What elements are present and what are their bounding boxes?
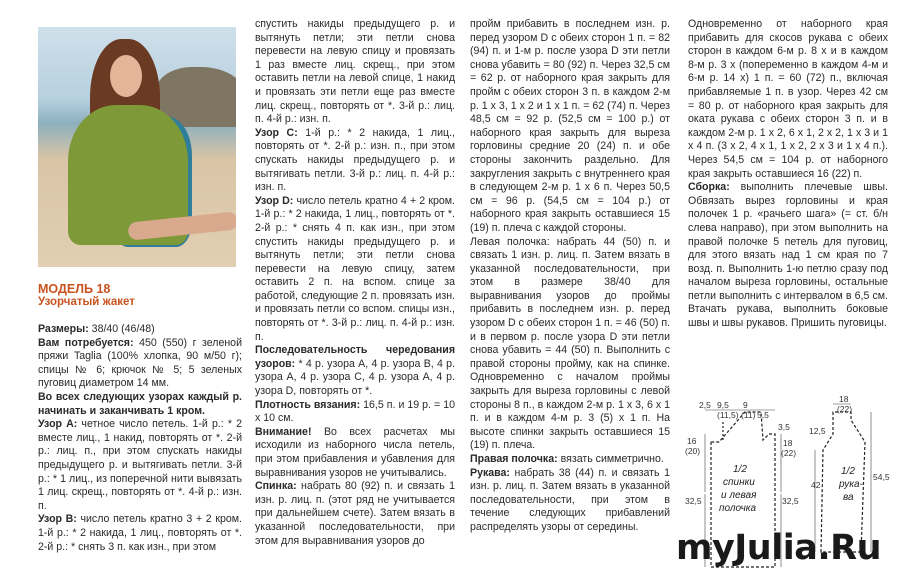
body-label-2: спинки — [723, 477, 755, 488]
sequence-paragraph — [255, 344, 455, 398]
site-watermark — [676, 528, 881, 568]
sleeve-label-3: ва — [843, 492, 854, 503]
sleeve-label-2: рука- — [839, 479, 863, 490]
dim-11: (11) — [741, 410, 756, 420]
col4-sleeves-continued: Одновременно от наборного края прибавить для скосов рукава с обеих сторон в каждом 6-м р. 8 х и в каждом 8-м р. 3 х (попеременно в каждом 4-м и 6-м р. 14 х) 1 п. = 60 (72) п., включая прибавляемые 1 п. в узор. Через 42 см = 80 р. от наборного края закрыть для оката рукава с обеих сторон 3 п. и в каждом 2-м р. 1 х 2, 6 х 1, 2 х 2, 1 х 3 и 1 х 4 п. (3 х 2, 4 х 1, 1 х 2, 2 х 3 и 1 х 4 п.). Через 54,5 см = 104 р. от наборного края закрыть оставшиеся 16 (22) п. — [688, 18, 888, 180]
uzor-a-paragraph — [38, 418, 242, 513]
uzor-a-label: Узор А: — [38, 418, 78, 431]
sleeve-dim-18: 18 — [839, 394, 849, 404]
sizes-paragraph — [38, 323, 242, 337]
sequence-label: Последовательность чередования узоров: — [255, 344, 455, 370]
uzor-a-text: четное число петель. 1-й р.: * 2 вместе лиц., 1 накид, повторять от *. 2-й р.: лиц. п., при этом спускать накиды предыдущего р. и вытягивать петли. 3-й р.: * 1 лиц., из поперечной нити вывязать 1 лиц. скрещ., повторять от *. 4-й р.: изн. п. — [38, 418, 242, 512]
uzor-c-text: 1-й р.: * 2 накида, 1 лиц., повторять от *. 2-й р.: изн. п., при этом спускать накиды предыдущего р. и вытягивать петли. 3-й р.: лиц. п. 4-й р.: изн. п. — [255, 126, 455, 194]
right-front-label: Правая полочка: — [470, 453, 558, 465]
all-patterns-text: Во всех следующих узорах каждый р. начинать и заканчивать 1 кром. — [38, 390, 242, 417]
sequence-text: * 4 р. узора А, 4 р. узора В, 4 р. узора А, 4 р. узора С, 4 р. узора А, 4 р. узора D, повторять от *. — [255, 357, 455, 398]
needed-label: Вам потребуется: — [38, 336, 134, 349]
all-patterns-note — [38, 391, 242, 418]
density-text: 16,5 п. и 19 р. = 10 х 10 см. — [255, 398, 455, 425]
uzor-c-label: Узор С: — [255, 126, 298, 139]
uzor-d-text: число петель кратно 4 + 2 кром. 1-й р.: * 2 накида, 1 лиц., повторять от *. 2-й р.: * снять 4 п. как изн., при этом спустить накиды предыдущего р. и вытянуть петли; эти петли снова перевести на левую спицу, затем оставить 2 п. на вспом. спице за работой, следующие 2 п. провязать изн. и провязать петли со вспом. спицы изн., повторять от *. 3-й р.: лиц. п. 4-й р.: изн. п. — [255, 194, 455, 343]
sizes-value: 38/40 (46/48) — [88, 323, 155, 335]
dim-32-5-left: 32,5 — [685, 496, 702, 506]
attention-paragraph — [255, 426, 455, 480]
density-label: Плотность вязания: — [255, 398, 361, 411]
uzor-b-text: число петель кратно 3 + 2 кром. 1-й р.: * 2 накида, 1 лиц., повторять от *. 2-й р.: * снять 3 п. как изн., при этом — [38, 513, 242, 553]
dim-5-5: 5,5 — [757, 410, 769, 420]
uzor-c-paragraph — [255, 127, 455, 195]
assembly-label: Сборка: — [688, 181, 730, 194]
sleeve-dim-54-5: 54,5 — [873, 472, 890, 482]
dim-9: 9 — [743, 400, 748, 410]
assembly-text: выполнить плечевые швы. Обвязать вырез горловины и края полочек 1 р. «рачьего шага» (= ст. б/н слева направо), при этом выполнить на правой полочке 5 петель для пуговиц, для этого вязать над 1 см края по 7 возд. п. Выполнить 1-ю петлю сразу под началом выреза горловины, остальные петли выполнить с интервалом в 6,5 см. Втачать рукава, выполнить боковые швы и швы рукавов. Пришить пуговицы. — [688, 181, 888, 330]
right-front-paragraph — [470, 453, 670, 467]
dim-11-5: (11,5) — [717, 410, 739, 420]
dim-22: (22) — [781, 448, 797, 458]
density-paragraph — [255, 399, 455, 426]
body-label-3: и левая — [721, 490, 757, 501]
sleeve-dim-22: (22) — [837, 404, 853, 414]
watermark-part-2: Ru — [830, 528, 882, 568]
attention-text: Во всех расчетах мы исходили из наборного числа петель, при этом прибавления и убавления для выравнивания узоров не учитывались. — [255, 425, 455, 479]
back-text: набрать 80 (92) п. и связать 1 изн. р. лиц. п. (этот ряд не учитывается при дальнейшем счете). Затем вязать в указанной последовательности, при этом для выравнивания узоров до — [255, 480, 455, 547]
body-label-4: полочка — [719, 503, 757, 514]
column-1 — [38, 323, 242, 554]
body-label-1: 1/2 — [733, 464, 747, 475]
model-number: МОДЕЛЬ 18 — [38, 282, 111, 296]
column-4 — [688, 18, 888, 331]
needed-value: 450 (550) г зеленой пряжи Taglia (100% хлопка, 90 м/50 г); спицы № 6; крючок № 5; 5 зеленых пуговиц диаметром 14 мм. — [38, 336, 242, 390]
uzor-b-paragraph — [38, 513, 242, 554]
column-2 — [255, 18, 455, 548]
sleeve-label-1: 1/2 — [841, 466, 855, 477]
sleeves-paragraph — [470, 467, 670, 535]
column-3 — [470, 18, 670, 535]
assembly-paragraph — [688, 181, 888, 331]
sleeve-dim-42: 42 — [811, 480, 821, 490]
uzor-d-label: Узор D: — [255, 194, 294, 207]
sleeves-label: Рукава: — [470, 466, 510, 479]
model-photo — [38, 27, 236, 267]
back-paragraph — [255, 480, 455, 548]
model-subtitle: Узорчатый жакет — [38, 296, 135, 308]
dim-20: (20) — [685, 446, 701, 456]
dim-18: 18 — [783, 438, 793, 448]
uzor-d-paragraph — [255, 195, 455, 345]
col3-back-continued: пройм прибавить в последнем изн. р. перед узором D с обеих сторон 1 п. = 82 (94) п. и 1-м р. после узора D эти петли снова убавить = 80 (92) п. Через 32,5 см = 62 р. от наборного края закрыть для пройм с обеих сторон 3 п. в каждом 2-м р. 1 х 3, 1 х 2 и 1 х 1 п. = 62 (74) п. Через 48,5 см = 92 р. (52,5 см = 100 р.) от наборного края закрыть для выреза горловины средние 20 (24) п. и обе стороны закончить раздельно. Для закругления закрыть с внутреннего края в следующем 2-м р. 1 х 6 п. Через 50,5 см = 96 р. (54,5 см = 104 р.) от наборного края закрыть оставшиеся 15 (19) п. плеча с каждой стороны. — [470, 18, 670, 234]
watermark-dot: . — [817, 528, 831, 568]
left-front-paragraph: Левая полочка: набрать 44 (50) п. и связать 1 изн. р. лиц. п. Затем вязать в указанной последовательности, при этом в размере 38/40 для выравнивания узоров до проймы прибавить в последнем изн. р. перед узором D с обеих сторон 1 п. = 46 (50) п. и в первом р. после узора D эти петли снова убавить = 44 (50) п. Выполнить с правой стороны пройму, как на спинке. Одновременно с началом проймы закрыть для выреза горловины с левой стороны 8 п., в каждом 2-м р. 1 х 3, 6 х 1 п. и в каждом 4-м р. 3 (5) х 1 п. На высоте спинки закрыть оставшиеся 15 (19) п. плеча. — [470, 235, 670, 452]
dim-9-5: 9,5 — [717, 400, 729, 410]
watermark-part-1: myJulia — [676, 528, 818, 568]
right-front-text: вязать симметрично. — [557, 453, 664, 465]
dim-16: 16 — [687, 436, 697, 446]
col2-intro: спустить накиды предыдущего р. и вытянуть петли; эти петли снова перевести на левую спицу и провязать 1 раз вместе лиц. скрещ., при этом оставить петли на левой спице, 1 накид и провязать эти петли еще раз вместе лиц. скрещ., повторять от *. 3-й р.: лиц. п. 4-й р.: изн. п. — [255, 18, 455, 126]
sleeves-text: набрать 38 (44) п. и связать 1 изн. р. лиц. п. Затем вязать в указанной последовательности, при этом в течение следующих прибавлений распределять узоры от середины. — [470, 466, 670, 533]
dim-32-5-right: 32,5 — [782, 496, 799, 506]
sizes-label: Размеры: — [38, 323, 89, 335]
sleeve-dim-12-5: 12,5 — [809, 426, 826, 436]
dim-2-5: 2,5 — [699, 400, 711, 410]
attention-label: Внимание! — [255, 425, 312, 438]
dim-3-5: 3,5 — [778, 422, 790, 432]
uzor-b-label: Узор В: — [38, 513, 77, 526]
needed-paragraph — [38, 337, 242, 391]
back-label: Спинка: — [255, 480, 297, 493]
photo-face — [110, 55, 142, 97]
